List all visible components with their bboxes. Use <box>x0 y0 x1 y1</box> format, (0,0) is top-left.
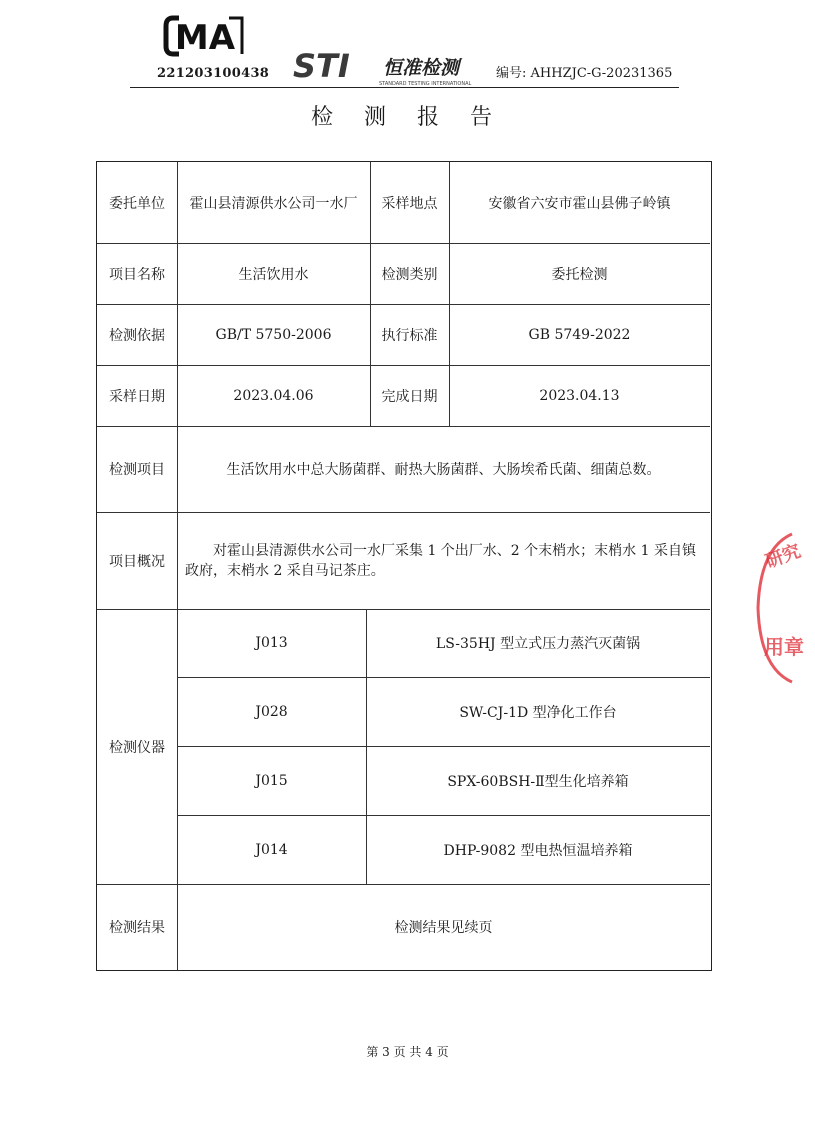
instrument-code: J014 <box>255 841 288 858</box>
instrument-code: J028 <box>255 703 288 720</box>
project-name-value: 生活饮用水 <box>238 266 309 283</box>
test-result-label: 检测结果 <box>109 920 165 936</box>
sampling-date-label: 采样日期 <box>109 388 165 405</box>
red-seal-stamp <box>752 528 815 688</box>
cma-logo <box>163 14 245 58</box>
sampling-date-value: 2023.04.06 <box>233 387 314 404</box>
project-overview-label: 项目概况 <box>109 553 165 570</box>
document-title: 检 测 报 告 <box>311 105 504 130</box>
test-items-label: 检测项目 <box>109 462 165 478</box>
report-number: 编号: AHHZJC-G-20231365 <box>496 66 673 81</box>
svg-text:研究: 研究 <box>762 540 804 573</box>
page-number: 第 3 页 共 4 页 <box>366 1045 449 1059</box>
instrument-name: SPX-60BSH-Ⅱ型生化培养箱 <box>447 773 629 790</box>
instrument-code: J013 <box>255 635 288 651</box>
cma-logo-text: MA <box>174 18 236 58</box>
header-divider <box>130 87 679 88</box>
sti-logo-chinese: 恒准检测 <box>383 57 460 79</box>
completion-date-label: 完成日期 <box>381 388 438 405</box>
instrument-name: LS-35HJ 型立式压力蒸汽灭菌锅 <box>435 636 641 652</box>
project-name-label: 项目名称 <box>109 266 165 283</box>
sti-logo-english: STANDARD TESTING INTERNATIONAL <box>379 81 472 87</box>
project-overview-value: 对霍山县清源供水公司一水厂采集 1 个出厂水、2 个末梢水；末梢水 1 采自镇政府，末梢水 2 采自马记茶庄。 <box>185 542 696 579</box>
completion-date-value: 2023.04.13 <box>539 387 620 404</box>
sti-logo <box>293 49 478 89</box>
test-basis-label: 检测依据 <box>109 327 165 344</box>
sampling-site-label: 采样地点 <box>381 195 438 212</box>
instrument-name: DHP-9082 型电热恒温培养箱 <box>443 842 633 859</box>
instrument-name: SW-CJ-1D 型净化工作台 <box>459 704 617 721</box>
test-basis-value: GB/T 5750-2006 <box>215 326 332 343</box>
svg-text:用章: 用章 <box>764 635 804 659</box>
test-result-value: 检测结果见续页 <box>394 920 493 936</box>
sampling-site-value: 安徽省六安市霍山县佛子岭镇 <box>488 195 671 212</box>
standard-value: GB 5749-2022 <box>528 326 631 343</box>
client-value: 霍山县清源供水公司一水厂 <box>189 195 358 212</box>
test-category-value: 委托检测 <box>551 266 608 283</box>
instruments-label: 检测仪器 <box>109 739 165 756</box>
test-category-label: 检测类别 <box>381 266 438 283</box>
standard-label: 执行标准 <box>381 327 438 344</box>
instrument-code: J015 <box>255 772 288 789</box>
client-label: 委托单位 <box>109 195 165 212</box>
cma-certificate-number: 221203100438 <box>157 66 270 81</box>
test-items-value: 生活饮用水中总大肠菌群、耐热大肠菌群、大肠埃希氏菌、细菌总数。 <box>226 462 661 478</box>
sti-logo-text: STI <box>293 49 350 85</box>
report-table <box>96 161 712 971</box>
